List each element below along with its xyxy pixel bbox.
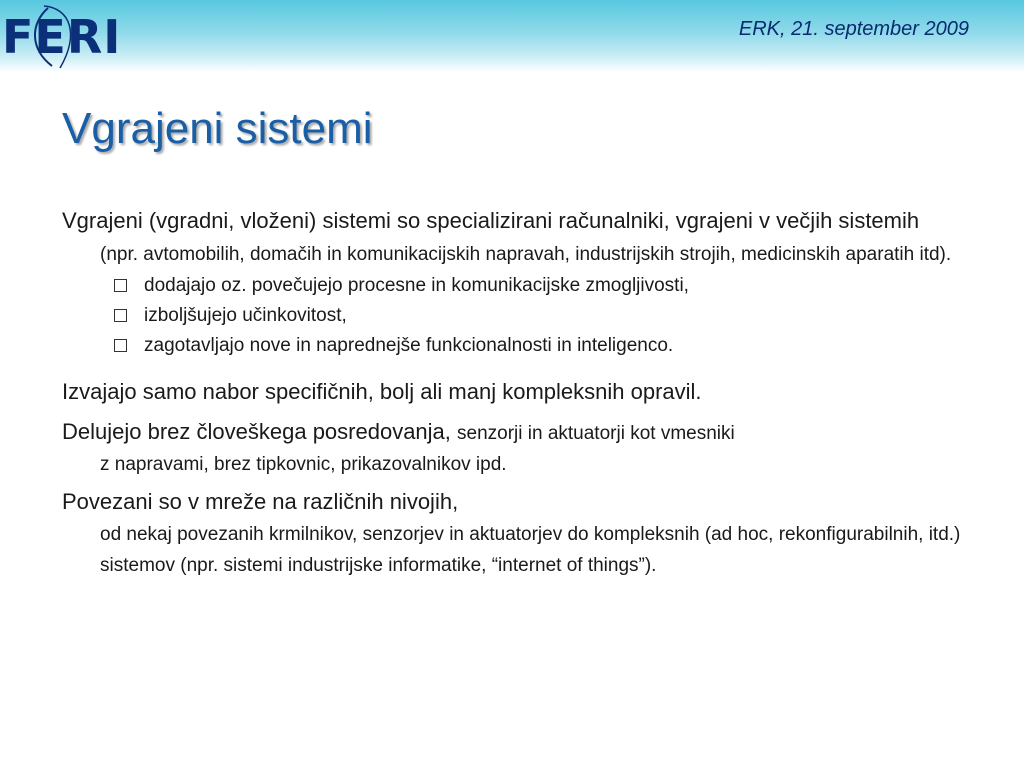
paragraph-no-human-main: Delujejo brez človeškega posredovanja, (62, 419, 458, 444)
paragraph-definition-note: (npr. avtomobilih, domačih in komunikacijskih napravah, industrijskih strojih, medicinskih aparatih itd). (100, 244, 952, 265)
list-item (114, 271, 962, 301)
paragraph-networks-continued: od nekaj povezanih krmilnikov, senzorjev in aktuatorjev do kompleksnih (ad hoc, rekonfigurabilnih, itd.) sistemov (npr. sistemi industrijske informatike, “internet of things”). (100, 524, 961, 576)
square-bullet-icon (114, 279, 127, 292)
header-date: ERK, 21. september 2009 (738, 18, 969, 40)
list-item-text: dodajajo oz. povečujejo procesne in komunikacijske zmogljivosti, (144, 275, 689, 296)
slide-title: Vgrajeni sistemi (62, 104, 373, 153)
list-item-text: izboljšujejo učinkovitost, (144, 305, 347, 326)
paragraph-specific-tasks: Izvajajo samo nabor specifičnih, bolj ali manj kompleksnih opravil. (62, 379, 702, 404)
list-item-text: zagotavljajo nove in naprednejše funkcionalnosti in inteligenco. (144, 335, 674, 356)
square-bullet-icon (114, 309, 127, 322)
feri-logo (0, 4, 160, 70)
list-item (114, 301, 962, 331)
paragraph-no-human-continued: z napravami, brez tipkovnic, prikazovalnikov ipd. (100, 454, 507, 475)
paragraph-no-human-small: senzorji in aktuatorji kot vmesniki (457, 423, 735, 444)
paragraph-definition: Vgrajeni (vgradni, vloženi) sistemi so specializirani računalniki, vgrajeni v večjih sistemih (62, 208, 920, 233)
bullet-list (62, 271, 962, 361)
list-item (114, 331, 962, 361)
paragraph-no-human (62, 415, 962, 451)
paragraph-networks: Povezani so v mreže na različnih nivojih, (62, 489, 459, 514)
logo-text: FERI (2, 10, 122, 64)
slide-content (62, 204, 962, 581)
square-bullet-icon (114, 339, 127, 352)
